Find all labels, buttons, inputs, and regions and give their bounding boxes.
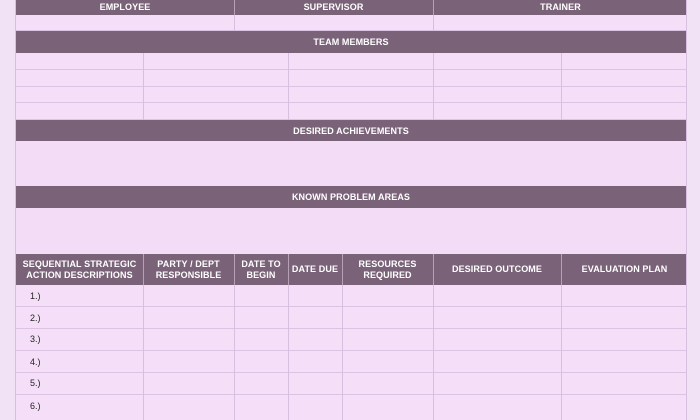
action-row[interactable] [16,329,686,351]
team-member-row[interactable] [16,70,686,87]
row-number: 6.) [30,401,41,411]
grid-line [234,15,235,31]
column-header-resources-required: RESOURCES REQUIRED [358,258,417,280]
team-member-row[interactable] [16,87,686,103]
action-row[interactable] [16,285,686,307]
column-header-action-descriptions: SEQUENTIAL STRATEGIC ACTION DESCRIPTIONS [22,258,137,280]
action-row[interactable] [16,307,686,329]
desired-achievements-area[interactable] [16,141,686,186]
grid-line [433,15,434,31]
name-entry-row[interactable] [16,15,686,31]
grid-line [234,285,235,420]
trainer-header: TRAINER [540,2,581,12]
employee-header: EMPLOYEE [99,2,151,12]
grid-line [561,285,562,420]
known-problem-areas-area[interactable] [16,208,686,254]
column-header-desired-outcome: DESIRED OUTCOME [451,264,542,274]
grid-line [561,53,562,120]
desired-achievements-band: DESIRED ACHIEVEMENTS [16,120,686,141]
row-number: 4.) [30,357,41,367]
column-header-evaluation-plan: EVALUATION PLAN [581,264,668,274]
action-row[interactable] [16,351,686,373]
grid-line [288,285,289,420]
row-number: 3.) [30,334,41,344]
grid-line [433,285,434,420]
known-problem-areas-band: KNOWN PROBLEM AREAS [16,186,686,208]
top-header-band [16,0,686,15]
team-member-row[interactable] [16,53,686,70]
grid-line [342,285,343,420]
action-row[interactable] [16,395,686,420]
row-number: 1.) [30,291,41,301]
grid-line [433,53,434,120]
action-table-header [16,254,686,285]
column-header-date-due: DATE DUE [291,264,339,274]
grid-line [143,53,144,120]
row-number: 5.) [30,378,41,388]
column-header-date-to-begin: DATE TO BEGIN [241,258,281,280]
supervisor-header: SUPERVISOR [303,2,364,12]
grid-line [143,285,144,420]
row-number: 2.) [30,313,41,323]
column-header-party-responsible: PARTY / DEPT RESPONSIBLE [155,258,222,280]
team-members-band: TEAM MEMBERS [16,31,686,53]
team-member-row[interactable] [16,103,686,120]
action-row[interactable] [16,373,686,395]
action-plan-sheet [15,0,687,420]
grid-line [288,53,289,120]
